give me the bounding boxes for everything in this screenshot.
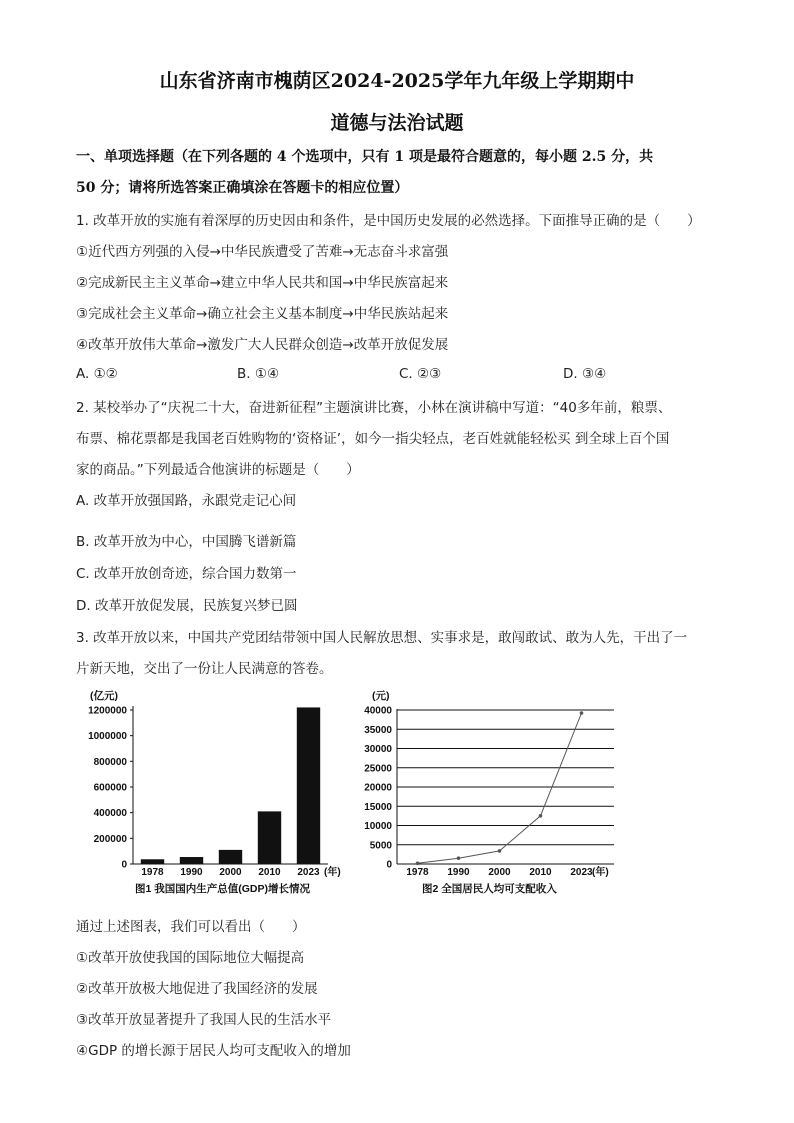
q2-stem-line: 布票、棉花票都是我国老百姓购物的‘资格证’，如今一指尖轻点，老百姓就能轻松买 到全球上百个国 (76, 431, 670, 447)
chart2-xtick-label: 1978 (406, 867, 429, 878)
q1-item: ②完成新民主主义革命→建立中华人民共和国→中华民族富起来 (76, 275, 449, 291)
chart2-point (498, 849, 502, 853)
q3-stem-line: 3. 改革开放以来，中国共产党团结带领中国人民解放思想、实事求是，敢闯敢试、敢为人先，干出了一 (76, 630, 688, 646)
chart2-ylabel: (元) (372, 690, 390, 702)
chart1-bar (180, 857, 203, 864)
q1-option-a: A. ①② (76, 366, 118, 382)
section-heading-line2: 50 分；请将所选答案正确填涂在答题卡的相应位置） (76, 180, 409, 196)
chart2-point (580, 711, 584, 715)
q3-stem-line: 片新天地，交出了一份让人民满意的答卷。 (76, 661, 333, 677)
q3-item: ②改革开放极大地促进了我国经济的发展 (76, 981, 318, 997)
page-title: 山东省济南市槐荫区2024-2025学年九年级上学期期中 (159, 70, 635, 92)
chart2-ytick-label: 25000 (364, 763, 392, 775)
section-heading-line1: 一、单项选择题（在下列各题的 4 个选项中，只有 1 项是最符合题意的，每小题 2.5 分，共 (76, 149, 654, 165)
chart1-xtick-label: 1990 (180, 867, 203, 878)
q3-item: ④GDP 的增长源于居民人均可支配收入的增加 (76, 1043, 351, 1059)
chart1-xlabel: (年) (324, 867, 341, 878)
chart2-point (539, 814, 543, 818)
chart2-ytick-label: 15000 (364, 801, 392, 813)
q1-item: ③完成社会主义革命→确立社会主义基本制度→中华民族站起来 (76, 306, 449, 322)
chart2-xtick-label: 2010 (529, 867, 552, 878)
q2-option-d: D. 改革开放促发展，民族复兴梦已圆 (76, 598, 298, 614)
chart2-ytick-label: 5000 (369, 840, 392, 852)
q1-option-b: B. ①④ (237, 366, 280, 382)
q1-item: ①近代西方列强的入侵→中华民族遭受了苦难→无志奋斗求富强 (76, 244, 449, 260)
chart2-point (416, 862, 420, 866)
chart1-bar (297, 707, 320, 864)
chart2-ytick-label: 40000 (364, 705, 392, 717)
chart2-ytick-label: 35000 (364, 724, 392, 736)
chart1-bar (219, 850, 242, 864)
income-line-chart (356, 686, 631, 900)
q1-option-d: D. ③④ (563, 366, 607, 382)
q1-item: ④改革开放伟大革命→激发广大人民群众创造→改革开放促发展 (76, 337, 449, 353)
chart1-ytick-label: 200000 (93, 833, 127, 845)
q1-stem: 1. 改革开放的实施有着深厚的历史因由和条件，是中国历史发展的必然选择。下面推导正确的是（ ） (76, 213, 701, 229)
q2-stem-line: 家的商品。”下列最适合他演讲的标题是（ ） (76, 462, 360, 478)
chart2-xlabel: (年) (592, 867, 609, 878)
chart2-title: 图2 全国居民人均可支配收入 (422, 883, 557, 895)
q3-item: ①改革开放使我国的国际地位大幅提高 (76, 950, 305, 966)
chart1-bar (141, 859, 164, 864)
gdp-bar-chart (80, 686, 350, 900)
chart1-ytick-label: 800000 (93, 756, 127, 768)
q2-option-c: C. 改革开放创奇迹，综合国力数第一 (76, 566, 297, 582)
chart2-xtick-label: 1990 (447, 867, 470, 878)
q2-stem-line: 2. 某校举办了“庆祝二十大，奋进新征程”主题演讲比赛，小林在演讲稿中写道：“40多年前，粮票、 (76, 400, 672, 416)
chart1-ytick-label: 1000000 (88, 731, 127, 743)
chart1-ytick-label: 0 (121, 859, 127, 871)
chart1-title: 图1 我国国内生产总值(GDP)增长情况 (135, 883, 311, 895)
chart2-ytick-label: 20000 (364, 782, 392, 794)
chart1-ylabel: (亿元) (90, 690, 118, 702)
chart1-xtick-label: 2000 (219, 867, 242, 878)
chart2-ytick-label: 10000 (364, 821, 392, 832)
chart2-ytick-label: 0 (386, 859, 392, 871)
q3-prompt: 通过上述图表，我们可以看出（ ） (76, 919, 306, 935)
chart1-xtick-label: 1978 (141, 867, 164, 878)
chart2-xtick-label: 2023 (570, 867, 593, 878)
chart1-xtick-label: 2023 (297, 867, 320, 878)
page-subtitle: 道德与法治试题 (330, 112, 464, 134)
chart2-ytick-label: 30000 (364, 744, 392, 755)
chart2-point (457, 856, 461, 860)
chart1-xtick-label: 2010 (258, 867, 281, 878)
q3-item: ③改革开放显著提升了我国人民的生活水平 (76, 1012, 332, 1028)
chart1-bar (258, 811, 281, 864)
chart1-ytick-label: 1200000 (88, 705, 127, 717)
q2-option-b: B. 改革开放为中心，中国腾飞谱新篇 (76, 534, 297, 550)
chart2-xtick-label: 2000 (488, 867, 511, 878)
q2-option-a: A. 改革开放强国路，永跟党走记心间 (76, 493, 297, 509)
chart2-series-line (418, 713, 582, 863)
chart1-ytick-label: 400000 (93, 808, 127, 820)
q1-option-c: C. ②③ (399, 366, 442, 382)
chart1-ytick-label: 600000 (93, 782, 127, 794)
